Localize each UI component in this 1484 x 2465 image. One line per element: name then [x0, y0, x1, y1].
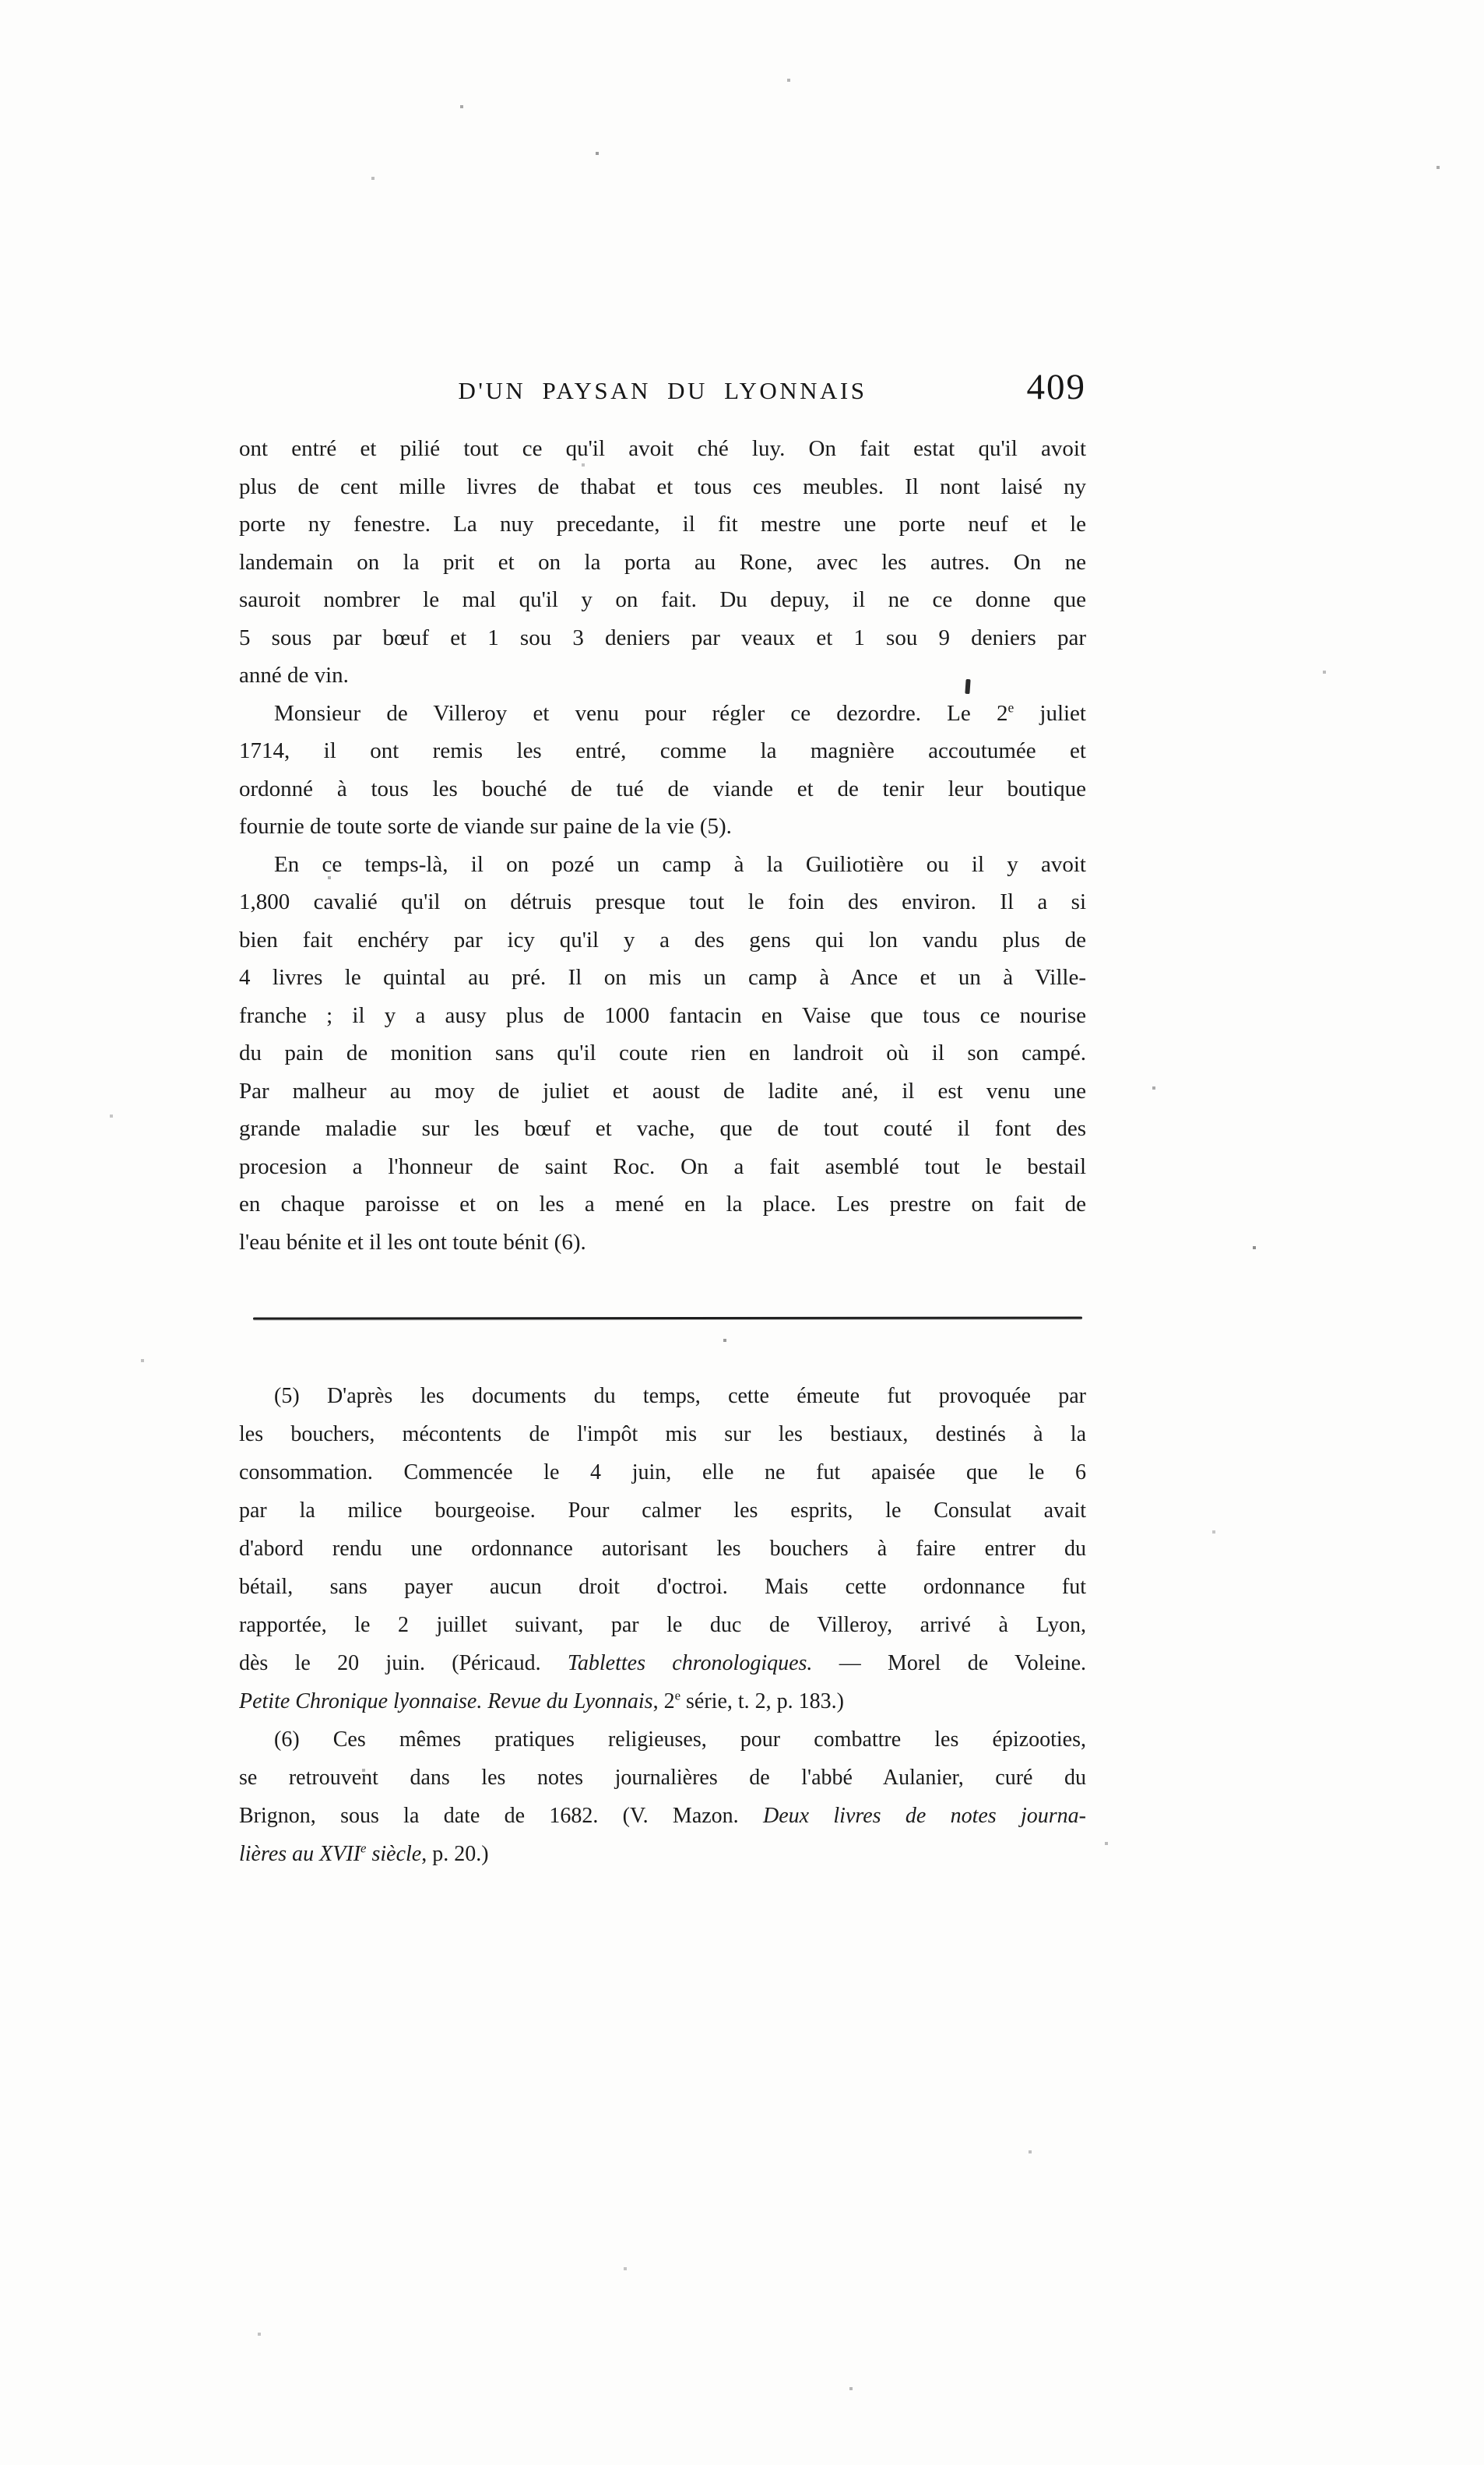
text-run: dès le 20 juin. (Péricaud. [239, 1651, 568, 1675]
superscript-ordinal: e [1008, 699, 1015, 715]
footnote-separator-rule [253, 1316, 1082, 1319]
body-line: 4 livres le quintal au pré. Il on mis un camp à Ance et un à Ville- [239, 965, 1086, 990]
body-text [239, 430, 1086, 1261]
page-title: D'UN PAYSAN DU LYONNAIS [458, 377, 867, 404]
text-run: série, t. 2, p. 183.) [680, 1689, 844, 1713]
footnote-line [239, 1682, 1086, 1720]
body-line: fournie de toute sorte de viande sur paine de la vie (5). [239, 814, 732, 839]
book-title: Deux livres de notes journa- [763, 1804, 1086, 1828]
scan-speckles [0, 0, 2, 2]
footnote-line [239, 1644, 1086, 1682]
body-line: landemain on la prit et on la porta au Rone, avec les autres. On ne [239, 549, 1086, 575]
footnote-line: (6) Ces mêmes pratiques religieuses, pour combattre les épizooties, [274, 1727, 1086, 1752]
footnote-line [239, 1797, 1086, 1835]
body-line: sauroit nombrer le mal qu'il y on fait. Du depuy, il ne ce donne que [239, 587, 1086, 612]
footnote-line [239, 1835, 1086, 1873]
body-line: ordonné à tous les bouché de tué de viande et de tenir leur boutique [239, 776, 1086, 801]
page-number: 409 [1026, 367, 1086, 407]
body-line: anné de vin. [239, 663, 349, 688]
body-line: 1,800 cavalié qu'il on détruis presque tout le foin des environ. Il a si [239, 889, 1086, 914]
footnote-line: rapportée, le 2 juillet suivant, par le duc de Villeroy, arrivé à Lyon, [239, 1613, 1086, 1637]
body-line: du pain de monition sans qu'il coute rien en landroit où il son campé. [239, 1041, 1086, 1065]
body-line: procesion a l'honneur de saint Roc. On a fait asemblé tout le bestail [239, 1153, 1086, 1179]
footnote-line: consommation. Commencée le 4 juin, elle ne fut apaisée que le 6 [239, 1460, 1086, 1484]
body-line: 1714, il ont remis les entré, comme la magnière accoutumée et [239, 738, 1086, 763]
body-line: bien fait enchéry par icy qu'il y a des gens qui lon vandu plus de [239, 927, 1086, 953]
footnote-line: par la milice bourgeoise. Pour calmer les esprits, le Consulat avait [239, 1498, 1086, 1523]
book-title: lières au XVII [239, 1842, 361, 1866]
footnotes [239, 1377, 1086, 1873]
text-run: juliet [1014, 700, 1086, 726]
footnote-line: les bouchers, mécontents de l'impôt mis sur les bestiaux, destinés à la [239, 1422, 1086, 1446]
footnote-line: d'abord rendu une ordonnance autorisant les bouchers à faire entrer du [239, 1537, 1086, 1561]
text-run: Brignon, sous la date de 1682. (V. Mazon. [239, 1804, 763, 1828]
body-line: plus de cent mille livres de thabat et tous ces meubles. Il nont laisé ny [239, 474, 1086, 499]
body-line: grande maladie sur les bœuf et vache, que de tout couté il font des [239, 1116, 1086, 1141]
body-line: en chaque paroisse et on les a mené en la place. Les prestre on fait de [239, 1192, 1086, 1217]
body-line: 5 sous par bœuf et 1 sou 3 deniers par veaux et 1 sou 9 deniers par [239, 625, 1086, 650]
footnote-line: bétail, sans payer aucun droit d'octroi. Mais cette ordonnance fut [239, 1575, 1086, 1599]
book-title: siècle [366, 1842, 422, 1866]
footnote-line: se retrouvent dans les notes journalières de l'abbé Aulanier, curé du [239, 1766, 1086, 1790]
body-line: ont entré et pilié tout ce qu'il avoit ché luy. On fait estat qu'il avoit [239, 436, 1086, 461]
superscript-ordinal: e [674, 1688, 681, 1703]
text-run: — Morel de Voleine. [812, 1651, 1086, 1675]
body-line: En ce temps-là, il on pozé un camp à la Guiliotière ou il y avoit [274, 851, 1086, 877]
superscript-ordinal: e [360, 1840, 367, 1856]
footnote-line: (5) D'après les documents du temps, cette émeute fut provoquée par [274, 1384, 1086, 1408]
book-title: Tablettes chronologiques. [567, 1651, 813, 1675]
body-line [239, 695, 1086, 733]
body-line: porte ny fenestre. La nuy precedante, il fit mestre une porte neuf et le [239, 512, 1086, 537]
body-line: l'eau bénite et il les ont toute bénit (6). [239, 1229, 586, 1255]
body-line: Par malheur au moy de juliet et aoust de ladite ané, il est venu une [239, 1078, 1086, 1104]
book-title: Petite Chronique lyonnaise. Revue du Lyonnais [239, 1689, 653, 1713]
text-run: , 2 [652, 1689, 675, 1713]
text-run: , p. 20.) [421, 1842, 489, 1866]
body-line: franche ; il y a ausy plus de 1000 fantacin en Vaise que tous ce nourise [239, 1002, 1086, 1028]
running-header [239, 368, 1086, 430]
text-run: Monsieur de Villeroy et venu pour régler ce dezordre. Le 2 [274, 700, 1008, 726]
